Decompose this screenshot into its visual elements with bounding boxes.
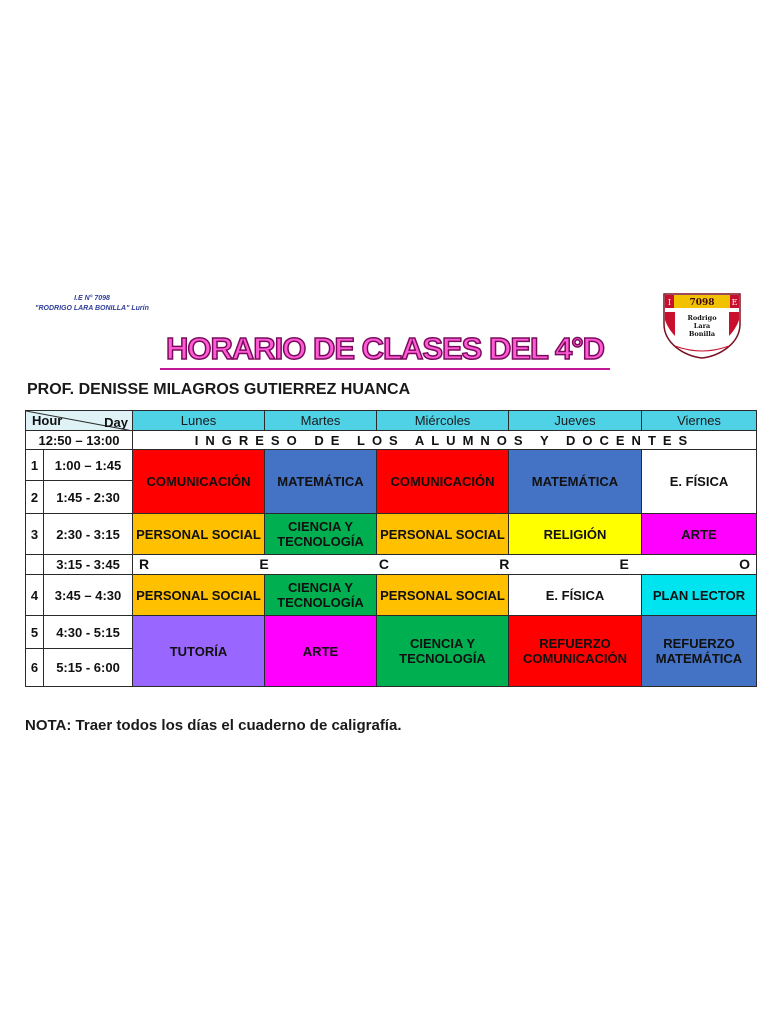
seal-letter-right: E xyxy=(731,298,738,307)
day-header-viernes: Viernes xyxy=(642,411,757,431)
day-header-jueves: Jueves xyxy=(509,411,642,431)
seal-line-2: Lara xyxy=(693,322,711,330)
cell-martes-block4: ARTE xyxy=(265,616,377,687)
cell-lunes-block4: TUTORÍA xyxy=(133,616,265,687)
school-line-1: I.E N° 7098 xyxy=(74,295,110,302)
recess-letter: R xyxy=(139,556,150,572)
period-number-2: 2 xyxy=(26,481,44,514)
period-number-recess xyxy=(26,555,44,575)
seal-line-1: Rodrigo xyxy=(687,314,717,322)
note-text: NOTA: Traer todos los días el cuaderno de caligrafía. xyxy=(25,717,402,734)
cell-viernes-block2: ARTE xyxy=(642,514,757,555)
cell-jueves-block3: E. FÍSICA xyxy=(509,575,642,616)
entry-time: 12:50 – 13:00 xyxy=(26,431,133,450)
period-time-6: 5:15 - 6:00 xyxy=(44,649,133,687)
period-time-4: 3:45 – 4:30 xyxy=(44,575,133,616)
cell-miercoles-block1: COMUNICACIÓN xyxy=(377,450,509,514)
corner-day-label: Day xyxy=(104,415,128,430)
period-time-5: 4:30 - 5:15 xyxy=(44,616,133,649)
period-time-3: 2:30 - 3:15 xyxy=(44,514,133,555)
cell-jueves-block2: RELIGIÓN xyxy=(509,514,642,555)
period-time-1: 1:00 – 1:45 xyxy=(44,450,133,481)
cell-lunes-block2: PERSONAL SOCIAL xyxy=(133,514,265,555)
corner-hour-label: Hour xyxy=(32,413,63,428)
period-time-recess: 3:15 - 3:45 xyxy=(44,555,133,575)
period-number-4: 4 xyxy=(26,575,44,616)
period-number-6: 6 xyxy=(26,649,44,687)
day-header-martes: Martes xyxy=(265,411,377,431)
cell-miercoles-block3: PERSONAL SOCIAL xyxy=(377,575,509,616)
day-header-miercoles: Miércoles xyxy=(377,411,509,431)
recess-letter: E xyxy=(619,556,629,572)
cell-lunes-block3: PERSONAL SOCIAL xyxy=(133,575,265,616)
period-number-5: 5 xyxy=(26,616,44,649)
recess-banner xyxy=(133,555,757,575)
seal-line-3: Bonilla xyxy=(688,330,716,338)
cell-viernes-block4: REFUERZO MATEMÁTICA xyxy=(642,616,757,687)
period-number-1: 1 xyxy=(26,450,44,481)
cell-jueves-block4: REFUERZO COMUNICACIÓN xyxy=(509,616,642,687)
recess-letter: C xyxy=(378,556,389,572)
teacher-name: PROF. DENISSE MILAGROS GUTIERREZ HUANCA xyxy=(27,381,411,398)
schedule-table xyxy=(25,410,757,687)
cell-viernes-block3: PLAN LECTOR xyxy=(642,575,757,616)
cell-miercoles-block2: PERSONAL SOCIAL xyxy=(377,514,509,555)
school-name xyxy=(22,294,162,314)
cell-miercoles-block4: CIENCIA Y TECNOLOGÍA xyxy=(377,616,509,687)
header-corner xyxy=(26,411,133,431)
cell-viernes-block1: E. FÍSICA xyxy=(642,450,757,514)
entry-banner: INGRESO DE LOS ALUMNOS Y DOCENTES xyxy=(133,431,757,450)
period-number-3: 3 xyxy=(26,514,44,555)
cell-jueves-block1: MATEMÁTICA xyxy=(509,450,642,514)
cell-martes-block3: CIENCIA Y TECNOLOGÍA xyxy=(265,575,377,616)
recess-letter: O xyxy=(739,556,750,572)
recess-letter: R xyxy=(499,556,510,572)
cell-martes-block2: CIENCIA Y TECNOLOGÍA xyxy=(265,514,377,555)
school-seal-logo xyxy=(661,290,743,360)
day-header-lunes: Lunes xyxy=(133,411,265,431)
seal-number: 7098 xyxy=(689,298,715,308)
cell-lunes-block1: COMUNICACIÓN xyxy=(133,450,265,514)
page-title: HORARIO DE CLASES DEL 4°D xyxy=(160,330,610,370)
seal-letter-left: I xyxy=(667,298,672,307)
school-line-2: "RODRIGO LARA BONILLA" Lurín xyxy=(35,305,149,312)
period-time-2: 1:45 - 2:30 xyxy=(44,481,133,514)
recess-letter: E xyxy=(259,556,269,572)
cell-martes-block1: MATEMÁTICA xyxy=(265,450,377,514)
